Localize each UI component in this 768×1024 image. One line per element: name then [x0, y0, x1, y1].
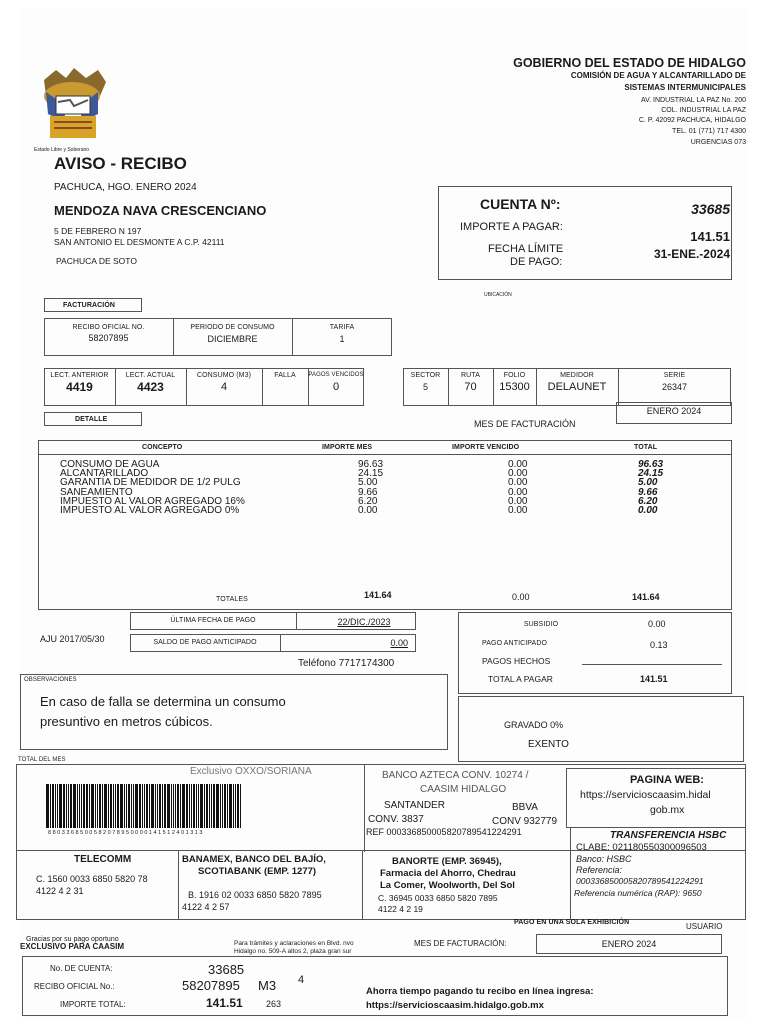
- barcode-bar: [133, 784, 134, 828]
- barcode-bar: [46, 784, 49, 828]
- detalle-importe-vencido: 0.00: [508, 468, 528, 480]
- barcode-bar: [216, 784, 219, 828]
- barcode-bar: [59, 784, 62, 828]
- tarifa-label: TARIFA: [329, 324, 355, 331]
- detalle-label: DETALLE: [75, 416, 108, 423]
- consumo-value: 4: [220, 381, 228, 393]
- total-pagar-label: TOTAL A PAGAR: [488, 674, 553, 684]
- barcode-bar: [224, 784, 226, 828]
- banamex-line2: SCOTIABANK (EMP. 1277): [198, 866, 317, 877]
- hsbc-banco: Banco: HSBC: [576, 854, 632, 864]
- barcode-bar: [70, 784, 72, 828]
- detalle-concepto: CONSUMO DE AGUA: [60, 459, 160, 470]
- hsbc-rap: Referencia numérica (RAP): 9650: [574, 888, 702, 898]
- barcode-bar: [110, 784, 112, 828]
- barcode-bar: [162, 784, 163, 828]
- barcode-bar: [77, 784, 78, 828]
- banorte-line2: Farmacia del Ahorro, Chedrau: [380, 868, 516, 879]
- barcode-bar: [220, 784, 221, 828]
- barcode-bar: [146, 784, 148, 828]
- barcode-bar: [139, 784, 141, 828]
- gravado-box: [458, 696, 744, 762]
- detalle-concepto: GARANTÍA DE MEDIDOR DE 1/2 PULG: [60, 477, 241, 489]
- barcode-bar: [164, 784, 166, 828]
- cuenta-value: 33685: [691, 201, 730, 217]
- barcode-bar: [151, 784, 154, 828]
- gov-tel: TEL. 01 (771) 717 4300: [672, 128, 746, 135]
- hsbc-ref-label: Referencia:: [576, 865, 623, 875]
- barcode-bar: [144, 784, 145, 828]
- detalle-concepto: IMPUESTO AL VALOR AGREGADO 0%: [60, 505, 240, 516]
- detalle-importe-mes: 0.00: [358, 505, 378, 516]
- folio-value: 15300: [499, 381, 530, 393]
- detalle-importe-mes: 96.63: [358, 459, 384, 470]
- barcode-bar: [173, 784, 174, 828]
- observaciones-text-2: presuntivo en metros cúbicos.: [40, 714, 213, 729]
- sector-label: SECTOR: [410, 372, 441, 379]
- conv-bbva: CONV 932779: [492, 816, 558, 827]
- barcode-bar: [167, 784, 170, 828]
- barcode-bar: [204, 784, 205, 828]
- exclusivo-label: EXCLUSIVO PARA CAASIM: [20, 942, 125, 951]
- facturacion-tab: [44, 298, 142, 312]
- gracias-label: Gracias por su pago oportuno: [26, 936, 119, 943]
- barcode-bar: [89, 784, 90, 828]
- total-pagar-value: 141.51: [640, 674, 668, 684]
- totales-mes: 141.64: [364, 590, 392, 600]
- barcode-bar: [102, 784, 103, 828]
- importe-value: 141.51: [690, 229, 730, 244]
- saldo-label: SALDO DE PAGO ANTICIPADO: [153, 639, 257, 646]
- talon-recibo-value: 58207895: [182, 978, 240, 993]
- detalle-concepto: SANEAMIENTO: [60, 486, 133, 498]
- gravado-label: GRAVADO 0%: [504, 720, 564, 730]
- detalle-importe-vencido: 0.00: [508, 486, 528, 498]
- talon-mes-box: [536, 934, 722, 954]
- telecomm-clabe: C. 1560 0033 6850 5820 78: [36, 874, 148, 884]
- hidalgo-shield-icon: [36, 66, 110, 144]
- detalle-importe-vencido: 0.00: [508, 495, 528, 507]
- pagos-hechos-label: PAGOS HECHOS: [482, 656, 551, 666]
- barcode-bar: [99, 784, 101, 828]
- barcode-bar: [157, 784, 158, 828]
- talon-recibo-label: RECIBO OFICIAL No.:: [34, 982, 115, 991]
- barcode-bar: [149, 784, 150, 828]
- telefono: Teléfono 7717174300: [298, 658, 395, 669]
- barcode-bar: [222, 784, 223, 828]
- lect-anterior-value: 4419: [66, 380, 93, 394]
- banorte-line4: 4122 4 2 19: [378, 904, 423, 914]
- ahorra-line1: Ahorra tiempo pagando tu recibo en línea ingresa:: [366, 986, 594, 997]
- gov-urgencias: URGENCIAS 073: [690, 139, 746, 146]
- telecomm-line2: 4122 4 2 31: [36, 886, 84, 896]
- talon-mes-label: MES DE FACTURACIÓN:: [414, 939, 507, 948]
- detalle-total: 9.66: [638, 486, 658, 498]
- pagos-vencidos-label: PAGOS VENCIDOS: [308, 372, 364, 378]
- banorte-clabe: C. 36945 0033 6850 5820 7895: [378, 893, 498, 903]
- pagina-web-url-1[interactable]: https://servicioscaasim.hidal: [580, 789, 711, 801]
- totales-vencido: 0.00: [512, 592, 530, 602]
- ultima-fecha-value: 22/DIC./2023: [337, 617, 391, 627]
- serie-value: 26347: [661, 382, 688, 392]
- medidor-value: DELAUNET: [547, 381, 607, 393]
- pago-anticipado-label: PAGO ANTICIPADO: [482, 640, 548, 647]
- talon-cuenta-value: 33685: [208, 962, 245, 977]
- col-concepto: CONCEPTO: [142, 444, 183, 451]
- reference-number: REF 000336850005820789541224291: [366, 827, 522, 837]
- recibo-value: 58207895: [88, 333, 129, 343]
- detalle-importe-mes: 9.66: [358, 486, 378, 498]
- mes-facturacion-label: MES DE FACTURACIÓN: [474, 419, 576, 429]
- detalle-total: 6.20: [638, 495, 658, 507]
- oxxo-label: Exclusivo OXXO/SORIANA: [190, 766, 312, 777]
- banamex-clabe: B. 1916 02 0033 6850 5820 7895: [188, 890, 322, 900]
- barcode-bar: [177, 784, 179, 828]
- santander-label: SANTANDER: [384, 800, 445, 811]
- barcode-bar: [211, 784, 212, 828]
- barcode-bar: [186, 784, 188, 828]
- lect-anterior-label: LECT. ANTERIOR: [50, 372, 109, 379]
- barcode-bar: [120, 784, 123, 828]
- talon-importe-extra: 263: [266, 999, 282, 1009]
- mes-facturacion-value: ENERO 2024: [646, 406, 702, 416]
- barcode-bar: [229, 784, 232, 828]
- detalle-importe-mes: 5.00: [358, 477, 378, 489]
- barcode-bar: [68, 784, 69, 828]
- detalle-total: 96.63: [638, 459, 664, 470]
- importe-label: IMPORTE A PAGAR:: [460, 221, 563, 233]
- detalle-concepto: IMPUESTO AL VALOR AGREGADO 16%: [60, 495, 245, 507]
- col-importe-mes: IMPORTE MES: [322, 444, 373, 451]
- fecha-value: 31-ENE.-2024: [653, 247, 730, 261]
- tarifa-value: 1: [339, 334, 345, 344]
- detalle-importe-mes: 6.20: [358, 495, 378, 507]
- totales-label: TOTALES: [216, 596, 248, 603]
- commission-line2: SISTEMAS INTERMUNICIPALES: [624, 83, 746, 92]
- barcode-bar: [206, 784, 208, 828]
- barcode-bar: [63, 784, 65, 828]
- talon-importe-value: 141.51: [206, 996, 243, 1010]
- recibo-label: RECIBO OFICIAL NO.: [72, 324, 145, 331]
- ultima-fecha-label: ÚLTIMA FECHA DE PAGO: [170, 617, 256, 624]
- detalle-total: 0.00: [638, 505, 658, 516]
- barcode-bar: [97, 784, 98, 828]
- fecha-label-1: FECHA LÍMITE: [488, 243, 564, 255]
- barcode-bar: [91, 784, 94, 828]
- observaciones-box: [20, 674, 448, 750]
- barcode-bar: [57, 784, 58, 828]
- ubicacion-label: UBICACIÓN: [484, 292, 512, 298]
- saldo-value: 0.00: [390, 638, 408, 648]
- barcode-bar: [182, 784, 185, 828]
- aju-date: AJU 2017/05/30: [40, 634, 105, 644]
- barcode-bar: [95, 784, 96, 828]
- commission-line1: COMISIÓN DE AGUA Y ALCANTARILLADO DE: [570, 71, 746, 80]
- banorte-line1: BANORTE (EMP. 36945),: [392, 856, 502, 867]
- azteca-line1: BANCO AZTECA CONV. 10274 /: [382, 770, 529, 781]
- barcode-bar: [155, 784, 156, 828]
- serie-label: SERIE: [663, 372, 686, 379]
- barcode-bar: [180, 784, 181, 828]
- barcode-bar: [115, 784, 116, 828]
- customer-name: MENDOZA NAVA CRESCENCIANO: [54, 203, 267, 218]
- talon-importe-label: IMPORTE TOTAL:: [60, 1000, 126, 1009]
- conv-santander: CONV. 3837: [368, 814, 424, 825]
- azteca-line2: CAASIM HIDALGO: [420, 784, 507, 795]
- barcode-bar: [189, 784, 190, 828]
- ruta-value: 70: [464, 381, 477, 393]
- cuenta-label: CUENTA Nº:: [480, 196, 561, 212]
- detalle-tab: [44, 412, 142, 426]
- subsidio-value: 0.00: [648, 619, 666, 629]
- consumo-label: CONSUMO (M3): [196, 372, 252, 379]
- barcode-bar: [227, 784, 228, 828]
- detalle-concepto: ALCANTARILLADO: [60, 468, 149, 480]
- bbva-label: BBVA: [512, 802, 538, 813]
- pago-anticipado-value: 0.13: [650, 640, 668, 650]
- barcode-bar: [198, 784, 199, 828]
- barcode-bar: [213, 784, 215, 828]
- customer-colony: SAN ANTONIO EL DESMONTE A C.P. 42111: [54, 237, 225, 247]
- barcode-bar: [159, 784, 161, 828]
- barcode-bar: [83, 784, 85, 828]
- talon-m3-label: M3: [258, 978, 277, 993]
- barcode-bar: [81, 784, 82, 828]
- hsbc-clabe: CLABE: 021180550300096503: [576, 842, 707, 853]
- totales-total: 141.64: [632, 592, 660, 602]
- detalle-total: 24.15: [638, 468, 664, 480]
- banorte-line3: La Comer, Woolworth, Del Sol: [380, 880, 515, 891]
- barcode-bar: [117, 784, 119, 828]
- barcode-bar: [171, 784, 172, 828]
- pagos-vencidos-value: 0: [332, 381, 340, 393]
- telecomm-label: TELECOMM: [74, 854, 132, 865]
- barcode-bar: [108, 784, 109, 828]
- barcode-number: 8 8 0 3 3 6 8 5 0 0 5 8 2 0 7 8 9 5 0 0 0 0 1 4 1 5 1 2 4 0 1 3 1 3: [48, 830, 203, 836]
- barcode-bar: [52, 784, 54, 828]
- subsidio-label: SUBSIDIO: [523, 621, 559, 628]
- barcode-bar: [86, 784, 88, 828]
- talon-cuenta-label: No. DE CUENTA:: [50, 964, 113, 973]
- document-title: AVISO - RECIBO: [54, 154, 187, 173]
- hsbc-ref: 000336850005820789541224291: [576, 876, 704, 886]
- exhibicion-label: PAGO EN UNA SOLA EXHIBICIÓN: [514, 919, 630, 926]
- barcode-bar: [128, 784, 130, 828]
- customer-street: 5 DE FEBRERO N 197: [54, 226, 142, 236]
- gov-address-1: AV. INDUSTRIAL LA PAZ No. 200: [640, 97, 746, 104]
- barcode-bar: [191, 784, 192, 828]
- tramites-1: Para trámites y aclaraciones en Blvd. nvo: [234, 940, 354, 947]
- hsbc-label: TRANSFERENCIA HSBC: [610, 830, 727, 841]
- folio-label: FOLIO: [503, 372, 526, 379]
- gov-address-2: COL. INDUSTRIAL LA PAZ: [661, 107, 746, 114]
- gov-address-3: C. P. 42092 PACHUCA, HIDALGO: [638, 117, 746, 124]
- ahorra-line2[interactable]: https://servicioscaasim.hidalgo.gob.mx: [366, 1000, 544, 1011]
- barcode-bar: [79, 784, 80, 828]
- fecha-label-2: DE PAGO:: [510, 256, 563, 268]
- barcode-bar: [196, 784, 197, 828]
- usuario-label: USUARIO: [686, 922, 723, 931]
- receipt-sheet: [18, 8, 750, 1018]
- barcode-bar: [104, 784, 107, 828]
- talon-mes-value: ENERO 2024: [601, 939, 657, 949]
- barcode-bar: [50, 784, 51, 828]
- detalle-importe-vencido: 0.00: [508, 477, 528, 489]
- place-date: PACHUCA, HGO. ENERO 2024: [54, 182, 197, 193]
- sector-value: 5: [422, 382, 428, 392]
- col-importe-vencido: IMPORTE VENCIDO: [452, 444, 520, 451]
- barcode-bar: [131, 784, 132, 828]
- barcode-bar: [233, 784, 234, 828]
- barcode-bar: [126, 784, 127, 828]
- facturacion-label: FACTURACIÓN: [63, 302, 116, 309]
- barcode-bar: [66, 784, 67, 828]
- barcode-bar: [237, 784, 239, 828]
- barcode-bar: [209, 784, 210, 828]
- customer-city: PACHUCA DE SOTO: [56, 256, 137, 266]
- barcode-bar: [235, 784, 236, 828]
- periodo-label: PERIODO DE CONSUMO: [190, 324, 275, 331]
- observaciones-text-1: En caso de falla se determina un consumo: [40, 694, 286, 709]
- barcode-bar: [193, 784, 195, 828]
- barcode-bar: [55, 784, 56, 828]
- ruta-label: RUTA: [461, 372, 480, 379]
- talon-m3-value: 4: [298, 974, 305, 986]
- medidor-label: MEDIDOR: [560, 372, 594, 379]
- tramites-2: Hidalgo no. 509-A altos 2, plaza gran sur: [234, 948, 352, 955]
- exento-label: EXENTO: [528, 739, 569, 750]
- logo-caption: Estado Libre y Soberano: [34, 147, 90, 153]
- detalle-importe-mes: 24.15: [358, 468, 384, 480]
- state-logo: [36, 66, 110, 144]
- banamex-line3: 4122 4 2 57: [182, 902, 230, 912]
- lect-actual-value: 4423: [137, 380, 164, 394]
- col-total: TOTAL: [634, 444, 658, 451]
- barcode-bar: [124, 784, 125, 828]
- gov-title: GOBIERNO DEL ESTADO DE HIDALGO: [513, 56, 746, 70]
- falla-label: FALLA: [274, 372, 296, 379]
- banamex-line1: BANAMEX, BANCO DEL BAJÍO,: [182, 854, 326, 865]
- periodo-value: DICIEMBRE: [207, 334, 258, 344]
- detalle-total: 5.00: [638, 477, 658, 489]
- barcode-bar: [200, 784, 203, 828]
- mes-facturacion-value-box: [616, 402, 732, 424]
- pagina-web-label: PAGINA WEB:: [630, 774, 704, 786]
- lect-actual-label: LECT. ACTUAL: [125, 372, 176, 379]
- payment-barcode: [46, 784, 242, 828]
- barcode-bar: [175, 784, 176, 828]
- barcode-bar: [240, 784, 241, 828]
- barcode-bar: [135, 784, 138, 828]
- total-mes-label: TOTAL DEL MES: [18, 757, 66, 763]
- observaciones-label: OBSERVACIONES: [24, 677, 77, 683]
- barcode-bar: [73, 784, 76, 828]
- detalle-importe-vencido: 0.00: [508, 505, 528, 516]
- pagina-web-url-2[interactable]: gob.mx: [650, 804, 685, 816]
- barcode-bar: [142, 784, 143, 828]
- barcode-bar: [113, 784, 114, 828]
- detalle-importe-vencido: 0.00: [508, 459, 528, 470]
